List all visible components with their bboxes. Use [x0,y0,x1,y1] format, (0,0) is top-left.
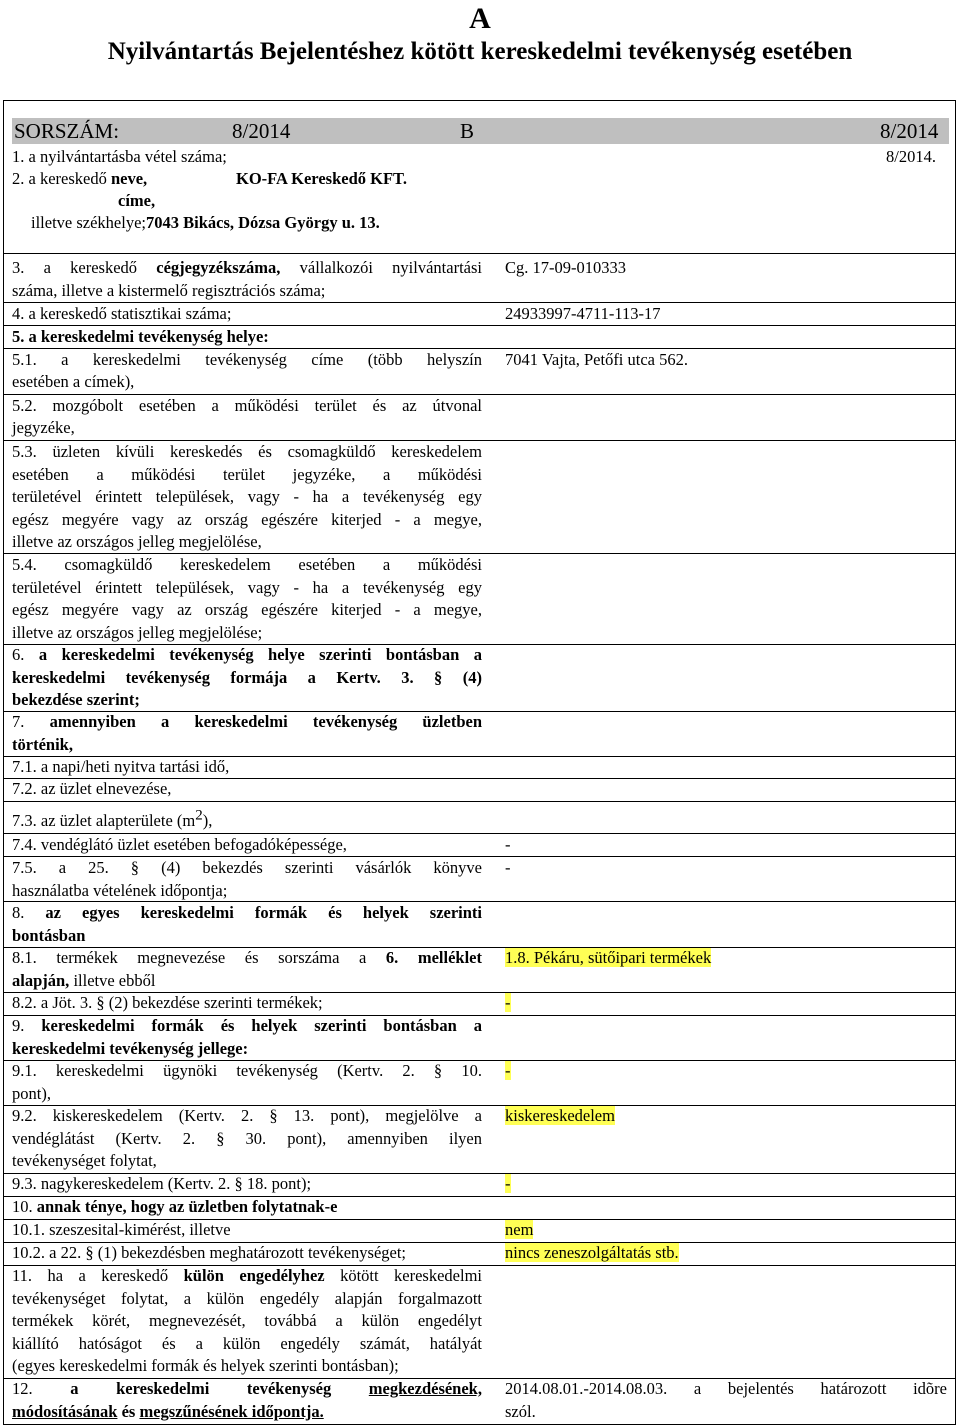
row-9-line1-text: kereskedelmi formák és helyek szerinti bontásban a [41,1016,482,1035]
row-12-value-line2: szól. [505,1402,536,1421]
row-8-2-label: 8.2. a Jöt. 3. § (2) bekezdése szerinti termékek; [12,993,323,1012]
row-5-4-line4: illetve az országos jelleg megjelölése; [12,622,263,642]
row-7-5-line2: használatba vételének időpontja; [12,880,228,900]
row-6-num: 6. [12,645,39,664]
row-5-4-line2: területével érintett települések, vagy - ha a tevékenység egy [12,577,482,597]
row-11-c: kötött kereskedelmi [324,1266,482,1285]
row-11-line3: termékek körét, megnevezését, továbbá a külön engedélyt [12,1311,482,1330]
row-6-line1 [12,644,482,667]
row-9-3-label: 9.3. nagykereskedelem (Kertv. 2. § 18. pont); [12,1174,312,1193]
row-5-label: 5. a kereskedelmi tevékenység helye: [12,327,269,346]
company-registration-number: Cg. 17-09-010333 [505,258,626,277]
row-10-label [12,1196,337,1219]
row-9-num: 9. [12,1016,42,1035]
row-11-line5: (egyes kereskedelmi formák és helyek szerinti bontásban); [12,1356,399,1375]
row-7-line1 [12,711,482,734]
row-2-neve: neve, [110,169,148,188]
row-3-b: cégjegyzékszáma, [156,258,281,277]
row-9-3-value [505,1173,511,1196]
row-11-line1 [12,1265,482,1288]
row-7-5-value: - [505,858,511,877]
row-5-1-line1: 5.1. a kereskedelmi tevékenység címe (több helyszín [12,350,482,369]
row-6-line3: bekezdése szerint; [12,690,140,709]
divider [4,801,955,802]
sorszam-letter: B [460,119,475,143]
row-7-5-line1: 7.5. a 25. § (4) bekezdés szerinti vásárlók könyve [12,858,482,877]
row-8-num: 8. [12,903,46,922]
row-12-l1a: a kereskedelmi tevékenység [70,1379,369,1398]
row-7-line2: történik, [12,734,73,754]
row-8-line2: bontásban [12,925,86,945]
row-3-a: 3. a kereskedő [12,258,157,277]
row-9-2-line2: vendéglátást (Kertv. 2. § 30. pont), amennyiben ilyen [12,1128,482,1148]
row-9-1-line2: pont), [12,1083,51,1103]
sorszam-label: SORSZÁM: [14,119,120,143]
sorszam-bar [12,118,949,144]
row-9-2-line3: tevékenységet folytat, [12,1151,157,1170]
sorszam-value-right: 8/2014 [880,119,939,143]
row-9-line2: kereskedelmi tevékenység jellege: [12,1038,249,1058]
row-2-num: 2. a kereskedő [12,169,111,188]
row-7-line1-text: amennyiben a kereskedelmi tevékenység üzletben [49,712,483,731]
divider [4,253,955,254]
row-10-2-value [505,1242,679,1265]
row-12-l1b: megkezdésének, [368,1379,482,1398]
row-8-1-b: 6. melléklet [385,948,482,967]
row-9-1-highlight: - [505,1061,511,1080]
row-3-line2: száma, illetve a kistermelő regisztrációs száma; [12,281,326,300]
row-8-2-highlight: - [505,993,511,1012]
row-10-2-label: 10.2. a 22. § (1) bekezdésben meghatározott tevékenységet; [12,1243,407,1262]
row-6-line2: kereskedelmi tevékenység formája a Kertv. 3. § (4) [12,667,482,687]
row-7-3-sup: 2 [195,807,203,824]
row-7-4-value: - [505,835,511,854]
row-12-num: 12. [12,1379,71,1398]
row-5-2-line1: 5.2. mozgóbolt esetében a működési terület és az útvonal [12,396,482,415]
row-8-2-value [505,992,511,1015]
row-5-3-line1: 5.3. üzleten kívüli kereskedés és csomagküldő kereskedelem [12,442,482,461]
row-8-line1-text: az egyes kereskedelmi formák és helyek szerinti [45,903,483,922]
row-2-label [12,168,147,191]
row-5-3-line3: területével érintett települések, vagy - ha a tevékenység egy [12,487,482,506]
statistical-number: 24933997-4711-113-17 [505,304,661,323]
row-7-3-text: 7.3. az üzlet alapterülete (m [12,811,196,830]
row-7-4-label: 7.4. vendéglátó üzlet esetében befogadóképessége, [12,835,347,854]
products-value [505,947,711,970]
sorszam-value: 8/2014 [232,119,291,143]
row-11-a: 11. ha a kereskedő [12,1266,184,1285]
row-9-2-value [505,1105,615,1128]
row-11-line2: tevékenységet folytat, a külön engedély alapján forgalmazott [12,1288,482,1308]
row-12-l2b: és [117,1402,140,1421]
row-8-1-line1 [12,947,482,970]
row-3-line1 [12,257,482,280]
row-10-1-label: 10.1. szeszesital-kimérést, illetve [12,1220,231,1239]
row-7-1-label: 7.1. a napi/heti nyitva tartási idő, [12,757,230,776]
row-8-1-a: 8.1. termékek megnevezése és sorszáma a [12,948,386,967]
row-4-label: 4. a kereskedő statisztikai száma; [12,304,232,323]
row-5-3-line5: illetve az országos jelleg megjelölése, [12,532,262,551]
row-9-2-line1: 9.2. kiskereskedelem (Kertv. 2. § 13. pont), megjelölve a [12,1106,482,1125]
row-10-1-value [505,1219,533,1242]
row-11-b: külön engedélyhez [183,1266,325,1285]
row-8-line1 [12,902,482,925]
row-2-cime: címe, [118,191,156,210]
activity-address: 7041 Vajta, Petőfi utca 562. [505,350,688,369]
row-12-l2c: megszűnésének időpontja. [139,1402,324,1421]
row-12-line2 [12,1401,324,1424]
row-9-3-highlight: - [505,1174,511,1193]
row-6-line1-text: a kereskedelmi tevékenység helye szerinti bontásban a [38,645,482,664]
row-5-4-line3: egész megyére vagy az ország egészére kiterjed - a megye, [12,600,482,619]
row-10-text: annak ténye, hogy az üzletben folytatnak-e [36,1197,338,1216]
row-7-2-label: 7.2. az üzlet elnevezése, [12,779,172,798]
row-5-1-line2: esetében a címek), [12,372,135,391]
row-5-4-line1: 5.4. csomagküldő kereskedelem esetében a működési [12,555,482,574]
row-5-3-line2: esetében a működési terület jegyzéke, a működési [12,464,482,484]
row-7-3-label [12,807,213,833]
trader-address: 7043 Bikács, Dózsa György u. 13. [146,213,380,232]
row-7-3-tail: ), [202,811,213,830]
row-1-label: 1. a nyilvántartásba vétel száma; [12,147,227,166]
page-title: Nyilvántartás Bejelentéshez kötött kereskedelmi tevékenység esetében [107,38,853,65]
products-highlight: 1.8. Pékáru, sütőipari termékek [505,948,712,967]
row-1-value: 8/2014. [886,147,936,166]
row-2-address-line [31,212,380,235]
row-5-2-line2: jegyzéke, [12,418,75,437]
row-10-1-highlight: nem [505,1220,534,1239]
row-8-1-c: alapján, [12,970,70,990]
row-5-3-line4: egész megyére vagy az ország egészére kiterjed - a megye, [12,509,482,529]
row-9-2-highlight: kiskereskedelem [505,1106,615,1125]
trader-name: KO-FA Kereskedő KFT. [236,169,407,188]
row-3-c: vállalkozói nyilvántartási [280,258,482,277]
row-8-1-d: illetve ebből [69,970,156,990]
row-12-l2a: módosításának [12,1402,118,1421]
row-8-1-line2 [12,970,155,993]
header-letter: A [469,2,491,35]
row-9-1-value [505,1060,511,1083]
row-12-value-line1: 2014.08.01.-2014.08.03. a bejelentés határozott idõre [505,1379,947,1398]
row-9-1-line1: 9.1. kereskedelmi ügynöki tevékenység (Kertv. 2. § 10. [12,1061,482,1080]
row-7-num: 7. [12,712,50,731]
row-12-line1 [12,1378,482,1401]
row-10-num: 10. [12,1197,37,1216]
row-11-line4: kiállító hatóságot és a külön engedély számát, hatályát [12,1333,482,1353]
row-2-szekhely: illetve székhelye; [31,213,146,232]
row-10-2-highlight: nincs zeneszolgáltatás stb. [505,1243,679,1262]
row-9-line1 [12,1015,482,1038]
